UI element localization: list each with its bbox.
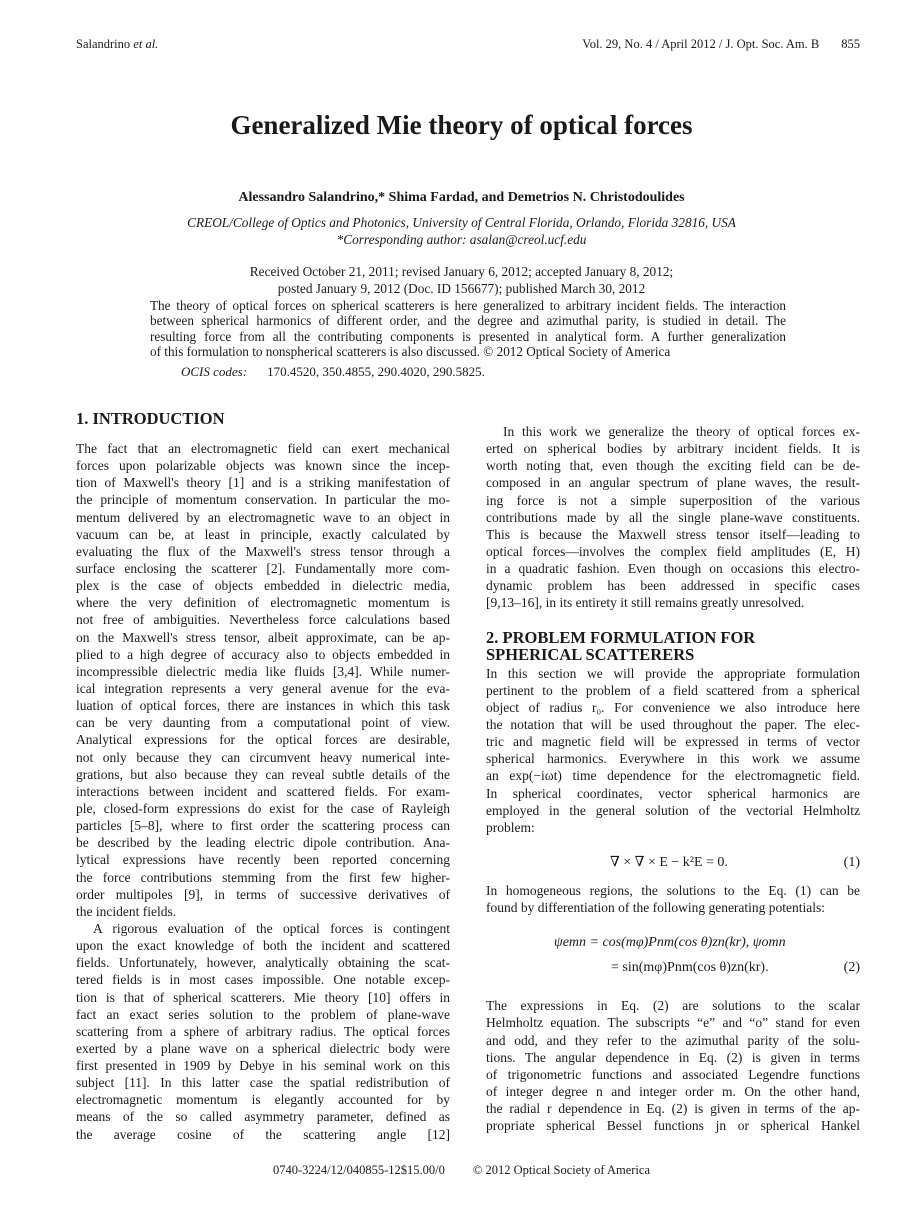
text-line: tric and magnetic field will be expressed in terms of vector bbox=[486, 734, 860, 750]
text-line: and odd, and they refer to the azimuthal parity of the solu- bbox=[486, 1032, 860, 1048]
text-line: incompressible dielectric media like fluids [3,4]. While numer- bbox=[76, 663, 450, 679]
affiliation-block bbox=[0, 214, 923, 248]
text-line: found by differentiation of the following generating potentials: bbox=[486, 900, 826, 916]
paragraph bbox=[486, 423, 860, 612]
text-line: tions. The angular dependence in Eq. (2) is given in terms bbox=[486, 1049, 860, 1065]
text-line: tion of Maxwell's theory [1] and is a striking manifestation of bbox=[76, 475, 450, 491]
text-line: the radial r dependence in Eq. (2) is given in terms of the ap- bbox=[486, 1101, 860, 1117]
text-line: The expressions in Eq. (2) are solutions to the scalar bbox=[486, 998, 860, 1014]
text-line: where the very definition of electromagnetic momentum is bbox=[76, 595, 450, 611]
text-line: ing force is not a simple superposition of the various bbox=[486, 492, 860, 508]
text-line: problem: bbox=[486, 819, 535, 835]
text-line: order multipoles [9], in terms of successive derivatives of bbox=[76, 886, 450, 902]
text-line: This is because the Maxwell stress tensor itself—leading to bbox=[486, 526, 860, 542]
author-list: Alessandro Salandrino,* Shima Fardad, and Demetrios N. Christodoulides bbox=[238, 190, 685, 205]
equation-2-body: ψemn = cos(mφ)Pnm(cos θ)zn(kr), ψomn bbox=[554, 935, 786, 951]
left-column bbox=[76, 410, 450, 1143]
text-line: exerted by a plane wave on a spherical dielectric body were bbox=[76, 1040, 450, 1056]
text-line: evaluating the flux of the Maxwell's stress tensor through a bbox=[76, 543, 450, 559]
footer-copyright: © 2012 Optical Society of America bbox=[472, 1163, 651, 1177]
ocis-values: 170.4520, 350.4855, 290.4020, 290.5825. bbox=[267, 364, 485, 379]
text-line: A rigorous evaluation of the optical forces is contingent bbox=[93, 920, 450, 936]
text-line: on the Maxwell's stress tensor, albeit approximate, can be ap- bbox=[76, 629, 450, 645]
text-line: propriate spherical Bessel functions jn or spherical Hankel bbox=[486, 1118, 860, 1134]
text-line: Helmholtz equation. The subscripts “e” and “o” stand for even bbox=[486, 1015, 860, 1031]
equation-1 bbox=[486, 854, 860, 876]
text-line: the average cosine of the scattering angle [12] bbox=[76, 1126, 450, 1142]
text-line: luation of optical forces, there are instances in which this task bbox=[76, 698, 450, 714]
equation-number: (1) bbox=[843, 854, 860, 870]
text-line: worth noting that, even though the exciting field can be de- bbox=[486, 458, 860, 474]
equation-1-body: ∇ × ∇ × E − k²E = 0. bbox=[610, 854, 728, 870]
text-line: spherical harmonics. Everywhere in this work we assume bbox=[486, 751, 860, 767]
text-line: the force contributions stemming from the first few higher- bbox=[76, 869, 450, 885]
heading-line: 2. PROBLEM FORMULATION FOR bbox=[486, 627, 756, 647]
text-line: electromagnetic momentum is elegantly accounted for by bbox=[76, 1092, 450, 1108]
section-heading-problem-formulation bbox=[486, 629, 860, 663]
equation-number: (2) bbox=[843, 960, 860, 976]
text-line: In this section we will provide the appropriate formulation bbox=[486, 665, 860, 681]
text-line: of integer degree n and integer order m. On the other hand, bbox=[486, 1083, 860, 1099]
text-line: contributions made by all the single plane-wave constituents. bbox=[486, 509, 860, 525]
text-line: In homogeneous regions, the solutions to the Eq. (1) can be bbox=[486, 882, 860, 898]
text-line: vacuum can be, at least in principle, exactly calculated by bbox=[76, 526, 450, 542]
running-header-journal bbox=[582, 37, 860, 52]
text-line: interactions between incident and scattered fields. For exam- bbox=[76, 783, 450, 799]
dates-line: posted January 9, 2012 (Doc. ID 156677); published March 30, 2012 bbox=[277, 281, 646, 296]
footer-code: 0740-3224/12/040855-12$15.00/0 bbox=[272, 1163, 445, 1177]
text-line: the principle of momentum conservation. In particular the mo- bbox=[76, 492, 450, 508]
text-line: lytical expressions have recently been reported concerning bbox=[76, 852, 450, 868]
text-line: [9,13–16], in its entirety it still remains greatly unresolved. bbox=[486, 595, 805, 611]
text-line: fact an exact series solution to the problem of plane-wave bbox=[76, 1006, 450, 1022]
abstract-line: The theory of optical forces on spherical scatterers is here generalized to arbitrary incident fields. The interaction bbox=[150, 298, 786, 313]
text-line: surface enclosing the scatterer [2]. Fundamentally more com- bbox=[76, 560, 450, 576]
text-line: composed in an angular spectrum of plane waves, the result- bbox=[486, 475, 860, 491]
text-line: plex is the case of objects embedded in dielectric media, bbox=[76, 578, 450, 594]
text-line: grations, but also because they can reveal subtle details of the bbox=[76, 766, 450, 782]
ocis-codes bbox=[181, 364, 485, 379]
text-line: in a quadratic fashion. Even though on occasions this electro- bbox=[486, 561, 860, 577]
text-line: be described by the leading electric dipole contribution. Ana- bbox=[76, 835, 450, 851]
text-line: forces upon polarizable objects was known since the incep- bbox=[76, 458, 450, 474]
dates-line: Received October 21, 2011; revised January 6, 2012; accepted January 8, 2012; bbox=[249, 264, 674, 279]
paragraph bbox=[486, 665, 860, 836]
publication-dates bbox=[0, 263, 923, 297]
abstract-line: between spherical harmonics of different order, and the degree and azimuthal parity, is studied in detail. The bbox=[150, 313, 786, 329]
running-header-authors bbox=[76, 37, 158, 52]
text-line: not free of ambiguities. Nevertheless force calculations based bbox=[76, 612, 450, 628]
header-et-al: et al. bbox=[133, 37, 159, 51]
heading-line: SPHERICAL SCATTERERS bbox=[486, 644, 695, 664]
affiliation: CREOL/College of Optics and Photonics, University of Central Florida, Orlando, Florida 32816, USA bbox=[187, 215, 736, 230]
text-line: tion is that of spherical scatterers. Mie theory [10] offers in bbox=[76, 989, 450, 1005]
paragraph bbox=[76, 440, 450, 920]
text-line: an exp(−iωt) time dependence for the electromagnetic field. bbox=[486, 768, 860, 784]
text-line: fields. Unfortunately, however, analytically obtaining the scat- bbox=[76, 955, 450, 971]
text-line: optical forces—involves the complex field amplitudes (E, H) bbox=[486, 543, 860, 559]
text-line: dynamic problem has been addressed in specific cases bbox=[486, 578, 860, 594]
page-number: 855 bbox=[841, 37, 860, 51]
corresponding-author: *Corresponding author: asalan@creol.ucf.edu bbox=[336, 232, 587, 247]
right-column bbox=[486, 423, 860, 1134]
ocis-label: OCIS codes: bbox=[181, 364, 248, 379]
paragraph bbox=[76, 920, 450, 1143]
text-line: ple, closed-form expressions do exist for the case of Rayleigh bbox=[76, 800, 450, 816]
equation-2-line-2 bbox=[486, 959, 860, 981]
journal-citation: Vol. 29, No. 4 / April 2012 / J. Opt. Soc. Am. B bbox=[582, 37, 820, 51]
text-line: plied to a high degree of accuracy also to objects embedded in bbox=[76, 646, 450, 662]
text-line: tered fields is in most cases impossible. One notable excep- bbox=[76, 972, 450, 988]
text-line: pertinent to the problem of a field scattered from a spherical bbox=[486, 682, 860, 698]
text-line: In spherical coordinates, vector spherical harmonics are bbox=[486, 785, 860, 801]
text-line: mentum delivered by an electromagnetic wave to an object in bbox=[76, 509, 450, 525]
text-line: ical integration represents a very general avenue for the eva- bbox=[76, 680, 450, 696]
text-line: the incident fields. bbox=[76, 903, 177, 919]
text-line: The fact that an electromagnetic field can exert mechanical bbox=[76, 441, 450, 456]
text-line: object of radius r₀. For convenience we also introduce here bbox=[486, 699, 860, 715]
text-line: first presented in 1909 by Debye in his seminal work on this bbox=[76, 1058, 450, 1074]
abstract-line: resulting force from all the contributing components is presented in analytical form. A further generalization bbox=[150, 328, 786, 344]
text-line: Analytical expressions for the optical forces are desirable, bbox=[76, 732, 450, 748]
equation-2-line-1 bbox=[486, 934, 860, 956]
section-heading-introduction: 1. INTRODUCTION bbox=[76, 409, 225, 428]
equation-2-body: = sin(mφ)Pnm(cos θ)zn(kr). bbox=[611, 960, 769, 976]
page-footer bbox=[0, 1163, 923, 1178]
abstract-line: of this formulation to nonspherical scatterers is also discussed. © 2012 Optical Society of America bbox=[150, 343, 671, 359]
text-line: not only because they can circumvent heavy numerical inte- bbox=[76, 749, 450, 765]
text-line: particles [5–8], where to first order the scattering process can bbox=[76, 818, 450, 834]
text-line: of trigonometric functions and associated Legendre functions bbox=[486, 1066, 860, 1082]
text-line: upon the exact knowledge of both the incident and scattered bbox=[76, 938, 450, 954]
paragraph bbox=[486, 997, 860, 1134]
text-line: employed in the general solution of the vectorial Helmholtz bbox=[486, 802, 860, 818]
text-line: subject [11]. In this latter case the spatial redistribution of bbox=[76, 1075, 450, 1091]
paper-title: Generalized Mie theory of optical forces bbox=[230, 110, 693, 140]
abstract bbox=[150, 298, 786, 359]
text-line: means of the so called asymmetry parameter, defined as bbox=[76, 1109, 450, 1125]
text-line: In this work we generalize the theory of optical forces ex- bbox=[503, 424, 860, 439]
paragraph bbox=[486, 882, 860, 916]
text-line: erted on spherical bodies by arbitrary incident fields. It is bbox=[486, 441, 860, 457]
text-line: the notation that will be used throughout the paper. The elec- bbox=[486, 716, 860, 732]
text-line: scattering from a sphere of arbitrary radius. The optical forces bbox=[76, 1023, 450, 1039]
text-line: can be very daunting from a computational point of view. bbox=[76, 715, 450, 731]
header-author: Salandrino bbox=[76, 37, 131, 51]
